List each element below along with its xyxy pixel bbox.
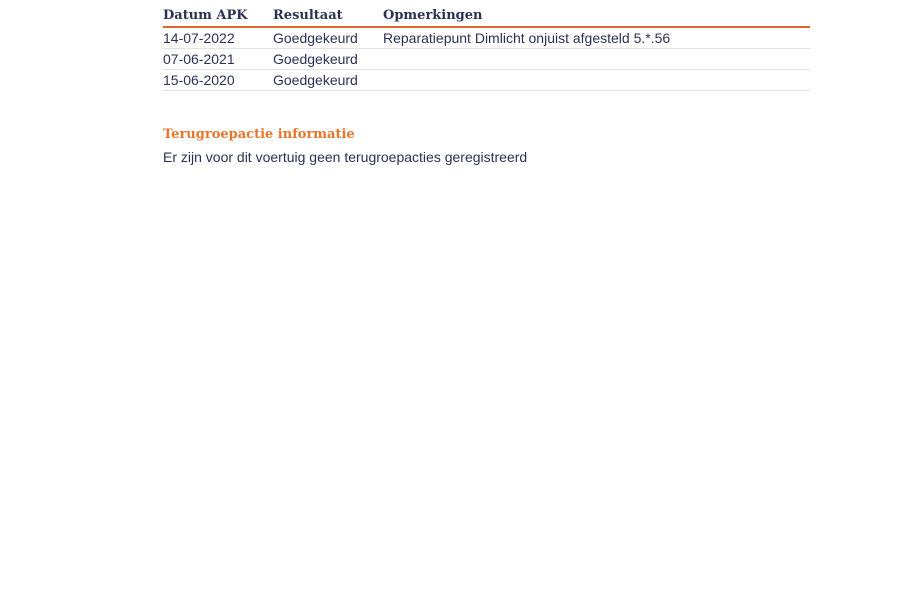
cell-remarks: Reparatiepunt Dimlicht onjuist afgesteld 5.*.56 xyxy=(383,27,810,49)
cell-remarks xyxy=(383,70,810,91)
cut-off-section-heading xyxy=(163,0,168,3)
cell-result: Goedgekeurd xyxy=(273,49,383,70)
cell-date: 14-07-2022 xyxy=(163,27,273,49)
cell-result: Goedgekeurd xyxy=(273,27,383,49)
recall-section-text: Er zijn voor dit voertuig geen terugroepacties geregistreerd xyxy=(163,149,528,165)
table-row xyxy=(163,27,810,49)
table-header-row xyxy=(163,5,810,27)
recall-section-title: Terugroepactie informatie xyxy=(163,127,355,142)
column-header-date: Datum APK xyxy=(163,5,273,27)
cell-result: Goedgekeurd xyxy=(273,70,383,91)
table-row xyxy=(163,70,810,91)
column-header-result: Resultaat xyxy=(273,5,383,27)
cell-date: 15-06-2020 xyxy=(163,70,273,91)
cell-remarks xyxy=(383,49,810,70)
column-header-remarks: Opmerkingen xyxy=(383,5,810,27)
apk-history-table xyxy=(163,5,810,91)
cell-date: 07-06-2021 xyxy=(163,49,273,70)
table-row xyxy=(163,49,810,70)
